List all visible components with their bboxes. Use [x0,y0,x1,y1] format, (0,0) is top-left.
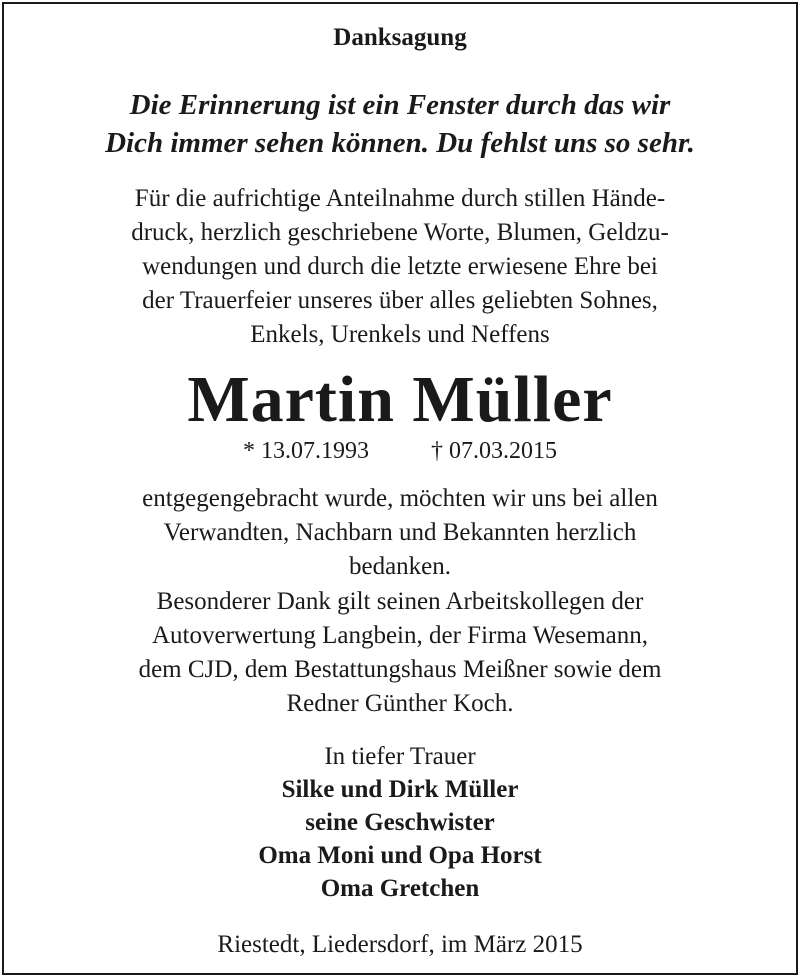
mourner-name: Silke und Dirk Müller [281,776,519,803]
mourner-name: Oma Gretchen [320,875,480,902]
motto-quote [4,86,796,162]
special-thanks-paragraph [24,585,776,721]
text-line: Verwandten, Nachbarn und Bekannten herzlich [163,519,637,546]
mourner-name: Oma Moni und Opa Horst [258,842,542,869]
deceased-name: Martin Müller [187,363,613,436]
text-line: Autoverwertung Langbein, der Firma Wesemann, [152,622,648,649]
mourner-name: seine Geschwister [305,809,495,836]
thanks-paragraph [24,482,776,584]
text-line: Für die aufrichtige Anteilnahme durch stillen Hände- [134,185,666,212]
text-line: Redner Günther Koch. [286,690,514,717]
text-line: entgegengebracht wurde, möchten wir uns bei allen [142,485,658,512]
intro-paragraph [24,182,776,352]
text-line: Besonderer Dank gilt seinen Arbeitskollegen der [156,588,644,615]
signature-block [4,740,796,905]
motto-line: Dich immer sehen können. Du fehlst uns so sehr. [105,127,695,159]
obituary-notice [2,2,798,975]
text-line: wendungen und durch die letzte erwiesene Ehre bei [142,253,658,280]
motto-line: Die Erinnerung ist ein Fenster durch das wir [129,89,671,121]
text-line: dem CJD, dem Bestattungshaus Meißner sowie dem [138,656,662,683]
text-line: der Trauerfeier unseres über alles geliebten Sohnes, [142,287,658,314]
text-line: bedanken. [348,553,452,580]
life-dates [4,436,796,466]
place-and-date: Riestedt, Liedersdorf, im März 2015 [217,931,583,958]
birth-date: * 13.07.1993 [243,438,369,464]
signature-intro: In tiefer Trauer [324,743,476,770]
notice-title: Danksagung [333,24,467,51]
death-date: † 07.03.2015 [431,438,557,464]
text-line: Enkels, Urenkels und Neffens [250,321,550,348]
text-line: druck, herzlich geschriebene Worte, Blumen, Geldzu- [131,219,669,246]
